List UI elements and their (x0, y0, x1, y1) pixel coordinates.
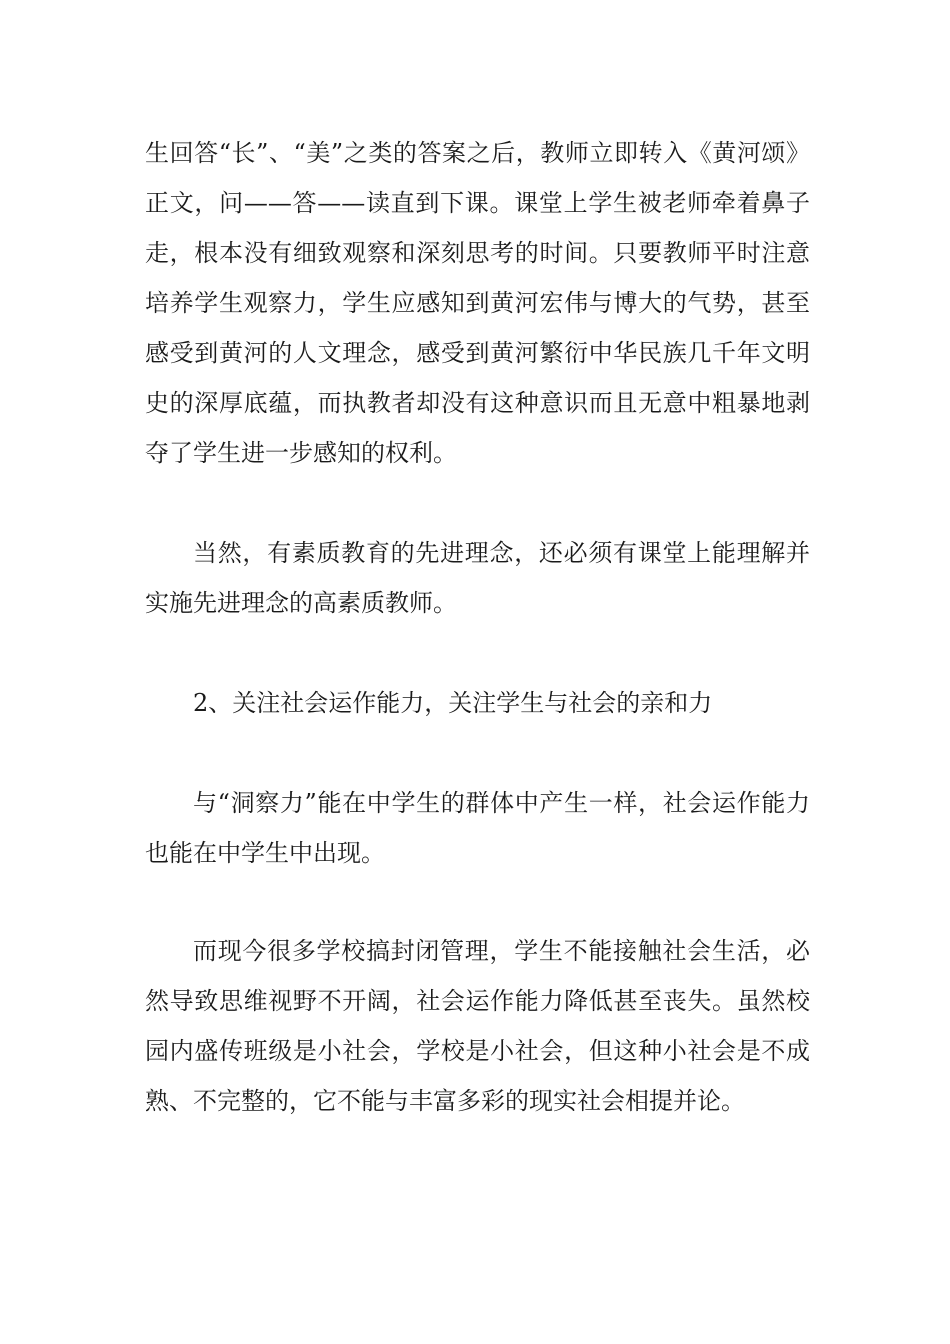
paragraph-social-ability: 与“洞察力”能在中学生的群体中产生一样，社会运作能力也能在中学生中出现。 (145, 789, 810, 867)
section-heading: 2、关注社会运作能力，关注学生与社会的亲和力 (193, 689, 713, 717)
paragraph-continued: 生回答“长”、“美”之类的答案之后，教师立即转入《黄河颂》正文，问——答——读直到下课。课堂上学生被老师牵着鼻子走，根本没有细致观察和深刻思考的时间。只要教师平时注意培养学生观察力，学生应感知到黄河宏伟与博大的气势，甚至感受到黄河的人文理念，感受到黄河繁衍中华民族几千年文明史的深厚底蕴，而执教者却没有这种意识而且无意中粗暴地剥夺了学生进一步感知的权利。 (145, 139, 810, 467)
paragraph-closed-management: 而现今很多学校搞封闭管理，学生不能接触社会生活，必然导致思维视野不开阔，社会运作能力降低甚至丧失。虽然校园内盛传班级是小社会，学校是小社会，但这种小社会是不成熟、不完整的，它不能与丰富多彩的现实社会相提并论。 (145, 937, 810, 1115)
paragraph-teacher-quality: 当然，有素质教育的先进理念，还必须有课堂上能理解并实施先进理念的高素质教师。 (145, 539, 810, 617)
